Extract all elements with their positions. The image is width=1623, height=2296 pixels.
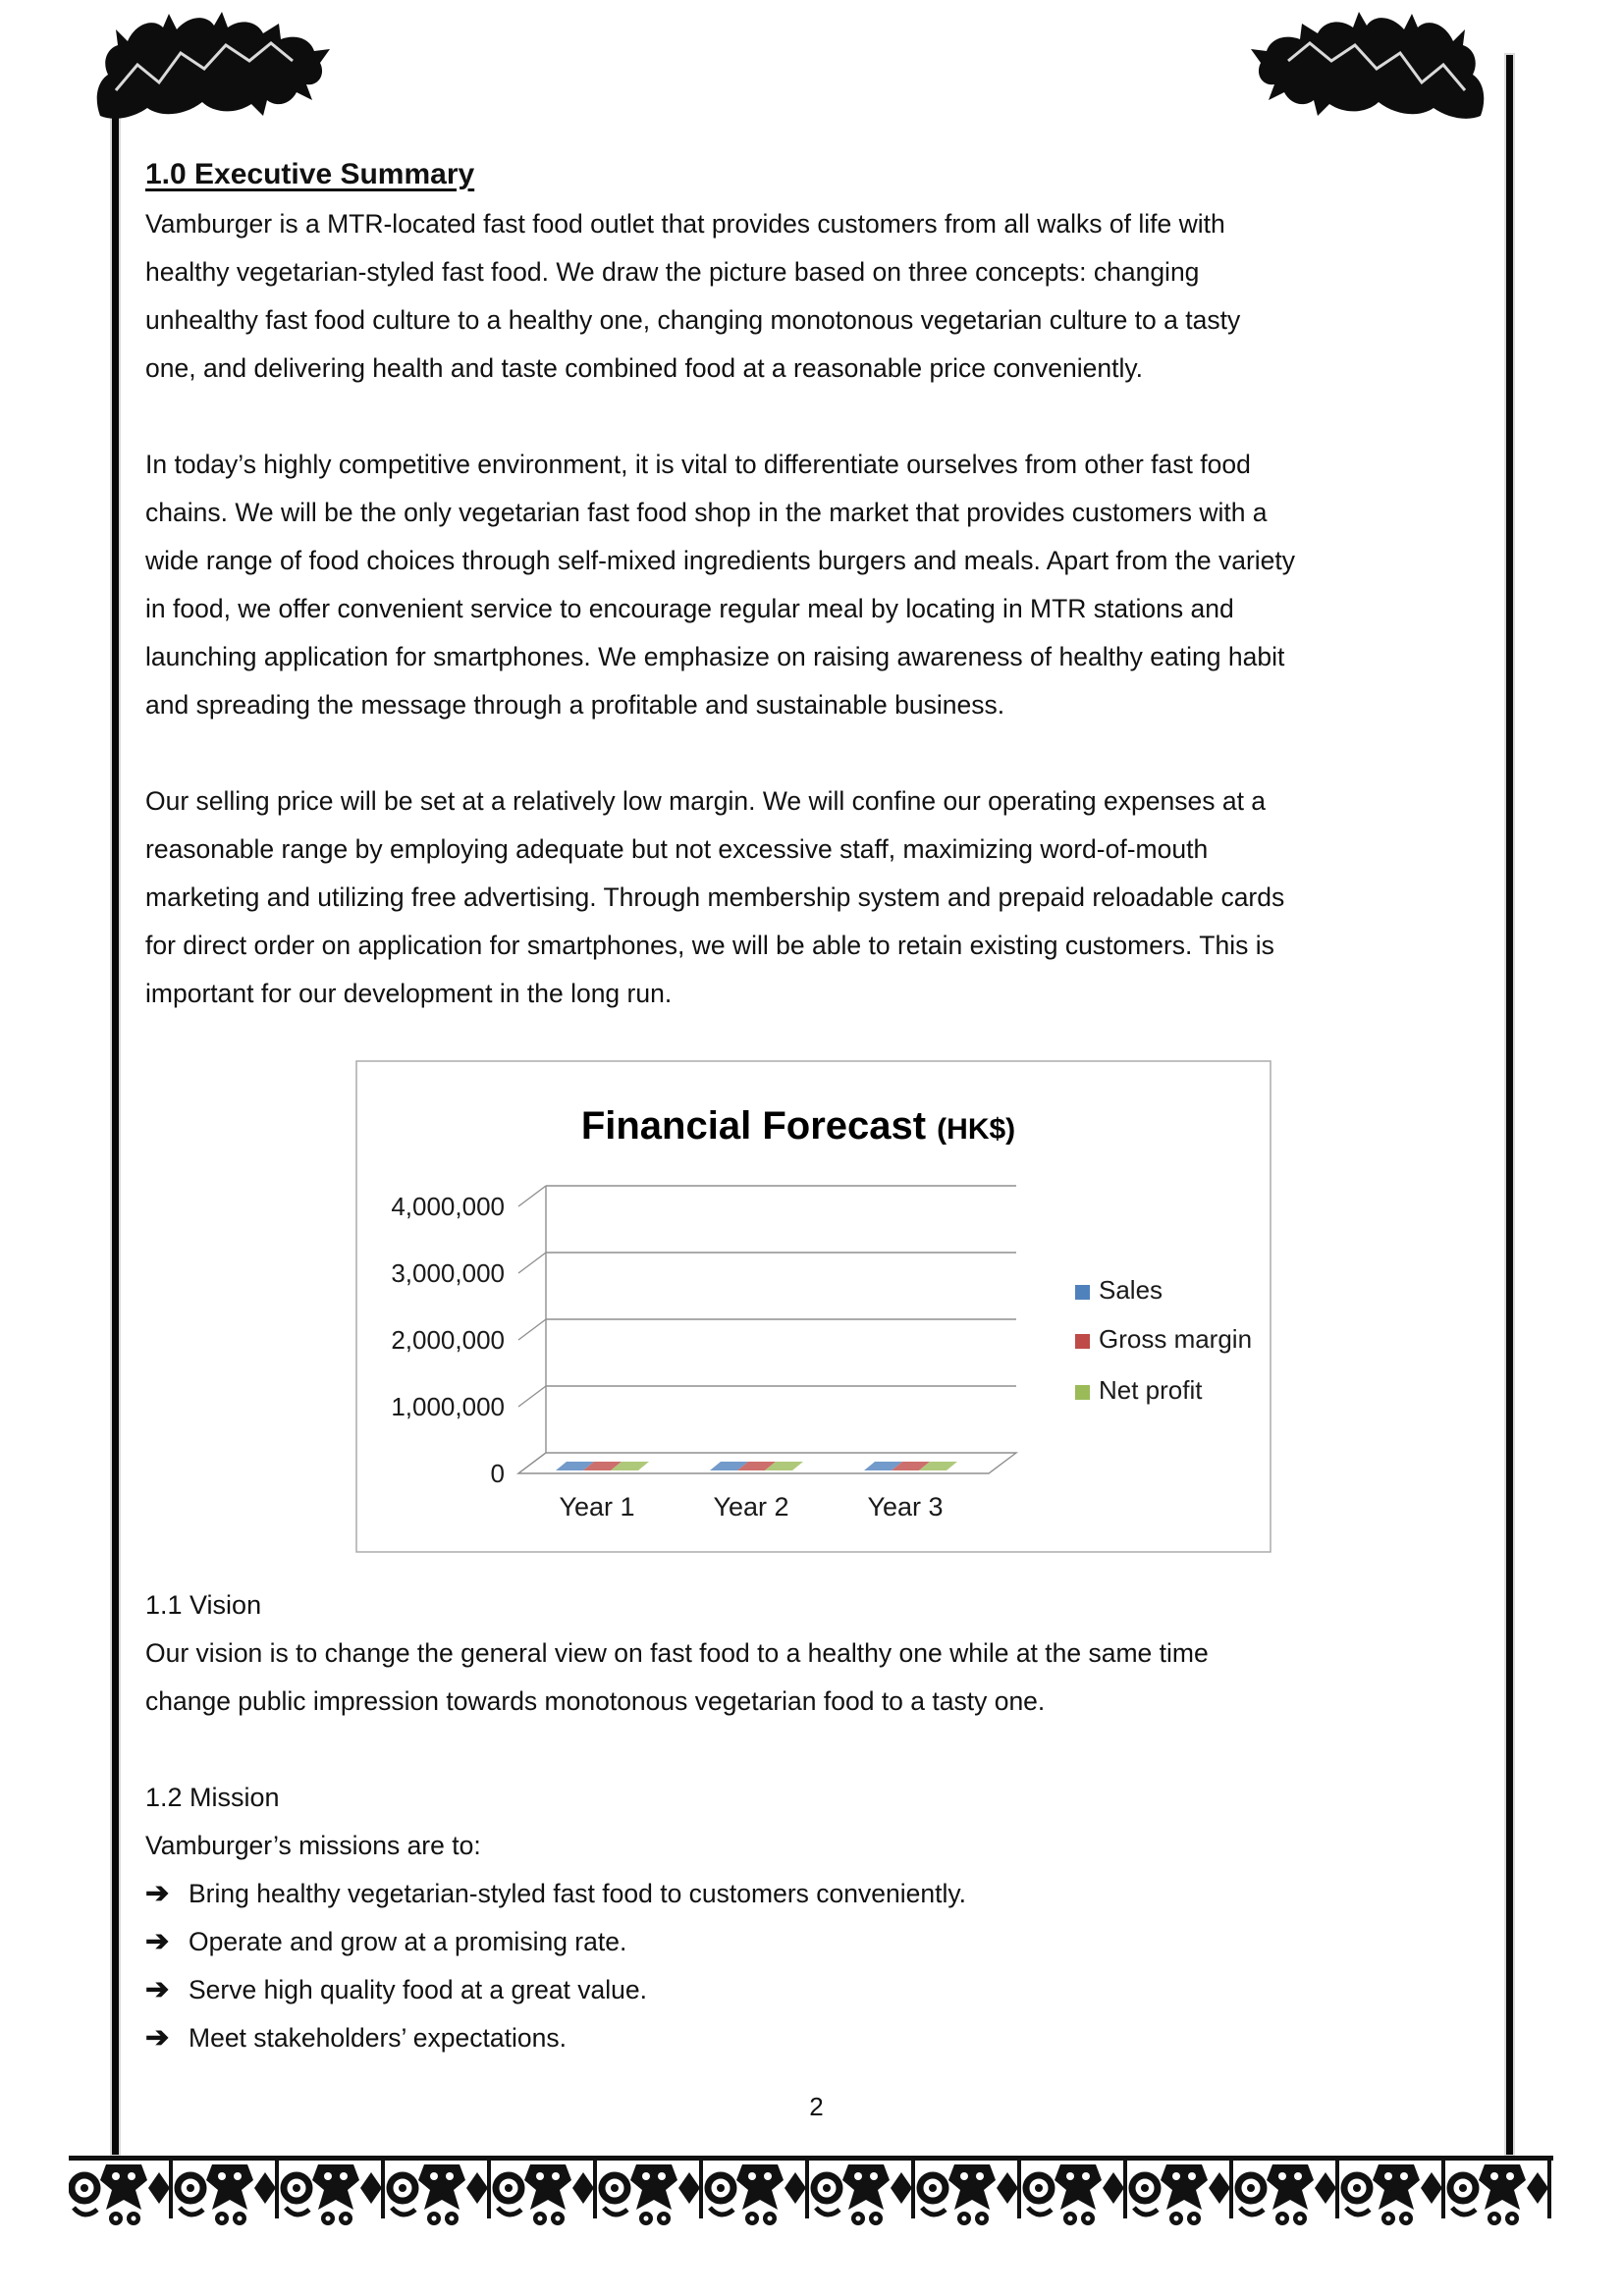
- mission-item-text: Bring healthy vegetarian-styled fast food to customers conveniently.: [189, 1879, 966, 1908]
- frieze-tile: [387, 2156, 493, 2225]
- frieze-tile: [1341, 2156, 1447, 2225]
- financial-forecast-chart: [355, 1060, 1271, 1553]
- mission-item: [145, 1870, 1488, 1918]
- svg-text:Year 2: Year 2: [713, 1492, 789, 1522]
- paragraph: [145, 200, 1488, 393]
- paragraph-line: reasonable range by employing adequate but not excessive staff, maximizing word-of-mouth: [145, 834, 1209, 864]
- paragraph: [145, 441, 1488, 729]
- chart-title: Financial Forecast (HK$): [580, 1104, 1016, 1148]
- arrow-bullet-icon: ➔: [145, 1974, 170, 2005]
- paragraph-line: one, and delivering health and taste combined food at a reasonable price conveniently.: [145, 353, 1144, 383]
- paragraph-line: In today’s highly competitive environment, it is vital to differentiate ourselves from other fast food: [145, 450, 1251, 479]
- paragraph-line: for direct order on application for smartphones, we will be able to retain existing customers. This is: [145, 931, 1274, 960]
- mission-title: 1.2 Mission: [145, 1783, 280, 1812]
- mission-item: [145, 1966, 1488, 2014]
- mission-list: [145, 1870, 1488, 2062]
- svg-text:Year 1: Year 1: [559, 1492, 635, 1522]
- category-labels: [559, 1492, 943, 1522]
- paragraph-line: launching application for smartphones. We emphasize on raising awareness of healthy eating habit: [145, 642, 1285, 671]
- paragraph-line: Our selling price will be set at a relatively low margin. We will confine our operating expenses at a: [145, 786, 1267, 816]
- vision-line: change public impression towards monotonous vegetarian food to a tasty one.: [145, 1686, 1046, 1716]
- mission-item-text: Serve high quality food at a great value.: [189, 1975, 647, 2004]
- svg-text:0: 0: [490, 1459, 505, 1488]
- frieze-tile: [69, 2156, 175, 2225]
- frieze-tile: [1129, 2156, 1235, 2225]
- vision-body: [145, 1629, 1488, 1726]
- mission-intro: Vamburger’s missions are to:: [145, 1831, 481, 1860]
- paragraph: [145, 777, 1488, 1018]
- svg-text:3,000,000: 3,000,000: [391, 1258, 505, 1288]
- frieze-tile: [175, 2156, 281, 2225]
- svg-text:4,000,000: 4,000,000: [391, 1192, 505, 1221]
- paragraph-line: and spreading the message through a profitable and sustainable business.: [145, 690, 1005, 720]
- mission-item: [145, 1918, 1488, 1966]
- frieze-tile: [1235, 2156, 1341, 2225]
- body-paragraphs: [145, 200, 1488, 1018]
- frieze-tile: [1447, 2156, 1553, 2225]
- arrow-bullet-icon: ➔: [145, 1878, 170, 1909]
- mission-item-text: Meet stakeholders’ expectations.: [189, 2023, 567, 2053]
- paragraph-line: important for our development in the long run.: [145, 979, 673, 1008]
- legend-swatch: [1075, 1334, 1090, 1349]
- arrow-bullet-icon: ➔: [145, 1926, 170, 1957]
- legend-label: Net profit: [1099, 1375, 1203, 1405]
- page-number: 2: [809, 2092, 824, 2121]
- dragon-ornament-right: [1249, 6, 1494, 130]
- vision-title: 1.1 Vision: [145, 1590, 262, 1620]
- frieze-tile: [917, 2156, 1023, 2225]
- legend-swatch: [1075, 1285, 1090, 1300]
- section-heading: 1.0 Executive Summary: [145, 158, 475, 190]
- dragon-ornament-left: [86, 6, 332, 130]
- paragraph-line: Vamburger is a MTR-located fast food outlet that provides customers from all walks of life with: [145, 209, 1225, 239]
- frieze-tile: [599, 2156, 705, 2225]
- mission-item: [145, 2014, 1488, 2062]
- frieze-tile: [281, 2156, 387, 2225]
- paragraph-line: wide range of food choices through self-mixed ingredients burgers and meals. Apart from the variety: [145, 546, 1296, 575]
- legend-label: Gross margin: [1099, 1324, 1253, 1354]
- mission-item-text: Operate and grow at a promising rate.: [189, 1927, 627, 1956]
- svg-text:2,000,000: 2,000,000: [391, 1325, 505, 1355]
- frieze-tile: [1023, 2156, 1129, 2225]
- left-frame-border: [112, 55, 119, 2155]
- paragraph-line: unhealthy fast food culture to a healthy one, changing monotonous vegetarian culture to a tasty: [145, 305, 1241, 335]
- paragraph-line: healthy vegetarian-styled fast food. We draw the picture based on three concepts: changing: [145, 257, 1200, 287]
- frieze-tile: [493, 2156, 599, 2225]
- vision-line: Our vision is to change the general view on fast food to a healthy one while at the same time: [145, 1638, 1209, 1668]
- bars: [556, 1462, 957, 1470]
- page-content: [145, 155, 1488, 2131]
- frieze-tile: [811, 2156, 917, 2225]
- right-frame-border: [1506, 55, 1513, 2155]
- paragraph-line: chains. We will be the only vegetarian fast food shop in the market that provides customers with a: [145, 498, 1268, 527]
- bottom-ornament-band: [69, 2156, 1553, 2230]
- frieze-tile: [705, 2156, 811, 2225]
- legend-swatch: [1075, 1385, 1090, 1400]
- arrow-bullet-icon: ➔: [145, 2022, 170, 2054]
- paragraph-line: in food, we offer convenient service to encourage regular meal by locating in MTR stations and: [145, 594, 1234, 623]
- legend-label: Sales: [1099, 1275, 1163, 1305]
- paragraph-line: marketing and utilizing free advertising. Through membership system and prepaid reloadable cards: [145, 882, 1285, 912]
- svg-text:1,000,000: 1,000,000: [391, 1392, 505, 1421]
- chart-figure: [355, 1060, 1271, 1553]
- svg-text:Year 3: Year 3: [867, 1492, 944, 1522]
